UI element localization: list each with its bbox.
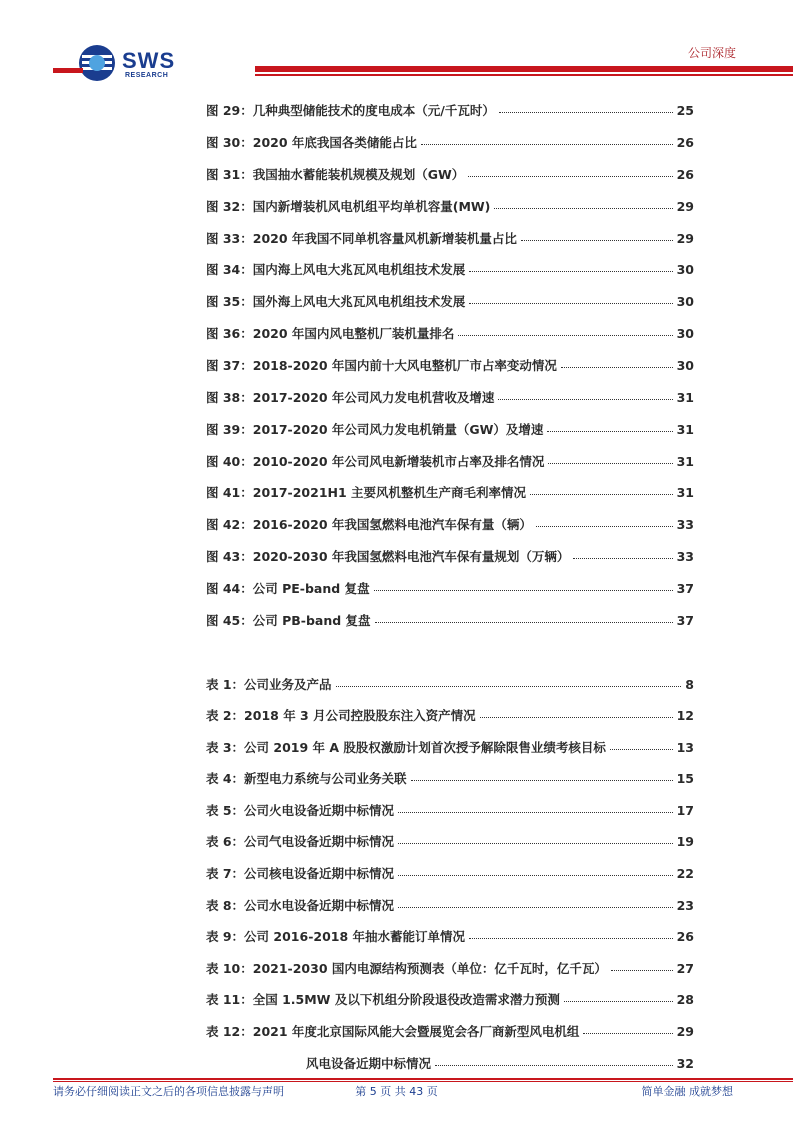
toc-entry-table-7[interactable] — [206, 864, 694, 884]
toc-entry-fig-42[interactable] — [206, 515, 694, 535]
toc-entry-page: 26 — [676, 167, 694, 182]
toc-entry-fig-43[interactable] — [206, 547, 694, 567]
toc-entry-page: 23 — [676, 898, 694, 913]
report-type-label: 公司深度 — [687, 46, 736, 60]
header-rule — [255, 66, 793, 72]
toc-entry-page: 17 — [676, 803, 694, 818]
toc-leader — [548, 453, 672, 464]
toc-leader — [610, 739, 673, 750]
toc-entry-title: 图 34：国内海上风电大兆瓦风电机组技术发展 — [206, 262, 466, 277]
logo-globe-icon — [78, 44, 116, 82]
toc-leader — [499, 102, 673, 113]
toc-entry-page: 8 — [685, 677, 694, 692]
toc-entry-title: 表 7：公司核电设备近期中标情况 — [206, 866, 395, 881]
toc-leader — [468, 166, 672, 177]
toc-entry-title: 图 30：2020 年底我国各类储能占比 — [206, 135, 417, 150]
toc-entry-page: 26 — [676, 135, 694, 150]
toc-entry-title: 图 38：2017-2020 年公司风力发电机营收及增速 — [206, 390, 495, 405]
toc-entry-fig-29[interactable] — [206, 101, 694, 121]
toc-entry-title: 图 35：国外海上风电大兆瓦风电机组技术发展 — [206, 294, 466, 309]
toc-entry-fig-44[interactable] — [206, 579, 694, 599]
toc-entry-table-4[interactable] — [206, 769, 694, 789]
toc-entry-table-5[interactable] — [206, 801, 694, 821]
toc-entry-title: 图 40：2010-2020 年公司风电新增装机市占率及排名情况 — [206, 454, 545, 469]
toc-leader — [398, 833, 673, 844]
toc-entry-page: 29 — [676, 231, 694, 246]
toc-entry-page: 25 — [676, 103, 694, 118]
toc-entry-title: 表 9：公司 2016-2018 年抽水蓄能订单情况 — [206, 929, 466, 944]
toc-entry-title: 表 6：公司气电设备近期中标情况 — [206, 834, 395, 849]
toc-entry-page: 30 — [676, 326, 694, 341]
toc-entry-page: 22 — [676, 866, 694, 881]
toc-entry-page: 37 — [676, 613, 694, 628]
toc-entry-fig-45[interactable] — [206, 611, 694, 631]
toc-entry-fig-38[interactable] — [206, 388, 694, 408]
toc-entry-page: 12 — [676, 708, 694, 723]
toc-entry-title: 图 39：2017-2020 年公司风力发电机销量（GW）及增速 — [206, 422, 544, 437]
toc-leader — [611, 960, 673, 971]
toc-entry-page: 31 — [676, 454, 694, 469]
footer-rule-thin — [53, 1081, 793, 1082]
toc-entry-title: 图 37：2018-2020 年国内前十大风电整机厂市占率变动情况 — [206, 358, 557, 373]
toc-entry-table-1[interactable] — [206, 675, 694, 695]
toc-leader — [374, 580, 673, 591]
toc-entry-title: 图 45：公司 PB-band 复盘 — [206, 613, 371, 628]
toc-entry-fig-34[interactable] — [206, 260, 694, 280]
toc-entry-page: 28 — [676, 992, 694, 1007]
footer-rule — [53, 1078, 793, 1080]
toc-entry-title: 表 2：2018 年 3 月公司控股股东注入资产情况 — [206, 708, 476, 723]
toc-entry-title: 风电设备近期中标情况 — [306, 1056, 432, 1071]
toc-entry-page: 29 — [676, 199, 694, 214]
toc-entry-page: 32 — [676, 1056, 694, 1071]
toc-leader — [521, 230, 673, 241]
toc-entry-title: 图 41：2017-2021H1 主要风机整机生产商毛利率情况 — [206, 485, 527, 500]
logo-subtext: RESEARCH — [125, 72, 169, 79]
toc-leader — [469, 293, 672, 304]
toc-entry-title: 表 1：公司业务及产品 — [206, 677, 332, 692]
toc-entry-fig-33[interactable] — [206, 229, 694, 249]
toc-entry-title: 表 12：2021 年度北京国际风能大会暨展览会各厂商新型风电机组 — [206, 1024, 580, 1039]
toc-leader — [530, 484, 673, 495]
toc-entry-page: 31 — [676, 485, 694, 500]
toc-leader — [536, 516, 673, 527]
toc-entry-page: 30 — [676, 262, 694, 277]
footer-slogan: 简单金融 成就梦想 — [641, 1085, 733, 1098]
toc-entry-title: 图 33：2020 年我国不同单机容量风机新增装机量占比 — [206, 231, 517, 246]
toc-entry-title: 图 29：几种典型储能技术的度电成本（元/千瓦时） — [206, 103, 495, 118]
toc-entry-title: 表 5：公司火电设备近期中标情况 — [206, 803, 395, 818]
toc-leader — [398, 865, 673, 876]
toc-entry-title: 图 36：2020 年国内风电整机厂装机量排名 — [206, 326, 455, 341]
toc-entry-table-2[interactable] — [206, 706, 694, 726]
toc-entry-table-11[interactable] — [206, 990, 694, 1010]
toc-entry-page: 30 — [676, 294, 694, 309]
toc-entry-page: 31 — [676, 422, 694, 437]
toc-entry-page: 33 — [676, 549, 694, 564]
toc-entry-page: 31 — [676, 390, 694, 405]
toc-leader — [583, 1023, 672, 1034]
toc-entry-title: 图 31：我国抽水蓄能装机规模及规划（GW） — [206, 167, 465, 182]
toc-entry-table-12[interactable] — [206, 1022, 694, 1042]
toc-entry-title: 表 3：公司 2019 年 A 股股权激励计划首次授予解除限售业绩考核目标 — [206, 740, 606, 755]
toc-leader — [547, 421, 672, 432]
toc-entry-page: 19 — [676, 834, 694, 849]
toc-leader — [561, 357, 673, 368]
toc-leader — [573, 548, 672, 559]
toc-entry-page: 29 — [676, 1024, 694, 1039]
toc-leader — [411, 770, 673, 781]
footer-page-number: 第 5 页 共 43 页 — [355, 1085, 438, 1098]
toc-leader — [435, 1055, 673, 1066]
toc-entry-title: 图 44：公司 PE-band 复盘 — [206, 581, 370, 596]
toc-leader — [494, 198, 672, 209]
toc-entry-fig-37[interactable] — [206, 356, 694, 376]
toc-entry-table-6[interactable] — [206, 832, 694, 852]
logo-text: SWS — [122, 48, 176, 73]
toc-leader — [469, 928, 673, 939]
toc-entry-table-10[interactable] — [206, 959, 694, 979]
toc-leader — [421, 134, 673, 145]
toc-entry-title: 表 8：公司水电设备近期中标情况 — [206, 898, 395, 913]
toc-entry-title: 图 32：国内新增装机风电机组平均单机容量(MW) — [206, 199, 491, 214]
toc-entry-page: 33 — [676, 517, 694, 532]
toc-entry-table-8[interactable] — [206, 896, 694, 916]
toc-entry-fig-40[interactable] — [206, 452, 694, 472]
footer-disclaimer: 请务必仔细阅读正文之后的各项信息披露与声明 — [53, 1085, 284, 1098]
toc-entry-page: 27 — [676, 961, 694, 976]
toc-entry-fig-39[interactable] — [206, 420, 694, 440]
toc-leader — [564, 991, 673, 1002]
header-accent-bar — [53, 68, 83, 73]
toc-entry-title: 表 11：全国 1.5MW 及以下机组分阶段退役改造需求潜力预测 — [206, 992, 560, 1007]
toc-entry-title: 图 43：2020-2030 年我国氢燃料电池汽车保有量规划（万辆） — [206, 549, 570, 564]
toc-entry-fig-36[interactable] — [206, 324, 694, 344]
toc-entry-fig-30[interactable] — [206, 133, 694, 153]
toc-entry-fig-35[interactable] — [206, 292, 694, 312]
toc-entry-table-3[interactable] — [206, 738, 694, 758]
toc-entry-fig-31[interactable] — [206, 165, 694, 185]
toc-leader — [375, 612, 673, 623]
toc-leader — [398, 897, 673, 908]
toc-entry-title: 表 4：新型电力系统与公司业务关联 — [206, 771, 407, 786]
toc-entry-title: 图 42：2016-2020 年我国氢燃料电池汽车保有量（辆） — [206, 517, 532, 532]
header-rule-thin — [255, 74, 793, 76]
page-header — [0, 0, 793, 90]
toc-leader — [480, 707, 673, 718]
toc-entry-page: 37 — [676, 581, 694, 596]
toc-entry-page: 30 — [676, 358, 694, 373]
toc-entry-table-9[interactable] — [206, 927, 694, 947]
toc-entry-page: 15 — [676, 771, 694, 786]
toc-entry-page: 13 — [676, 740, 694, 755]
toc-leader — [458, 325, 672, 336]
toc-leader — [336, 676, 682, 687]
toc-entry-table-12-cont[interactable] — [306, 1054, 694, 1074]
toc-entry-page: 26 — [676, 929, 694, 944]
toc-entry-fig-41[interactable] — [206, 483, 694, 503]
company-logo — [78, 44, 188, 84]
toc-leader — [398, 802, 673, 813]
toc-leader — [498, 389, 672, 400]
toc-leader — [469, 261, 672, 272]
toc-entry-fig-32[interactable] — [206, 197, 694, 217]
toc-entry-title: 表 10：2021-2030 国内电源结构预测表（单位：亿千瓦时，亿千瓦） — [206, 961, 607, 976]
